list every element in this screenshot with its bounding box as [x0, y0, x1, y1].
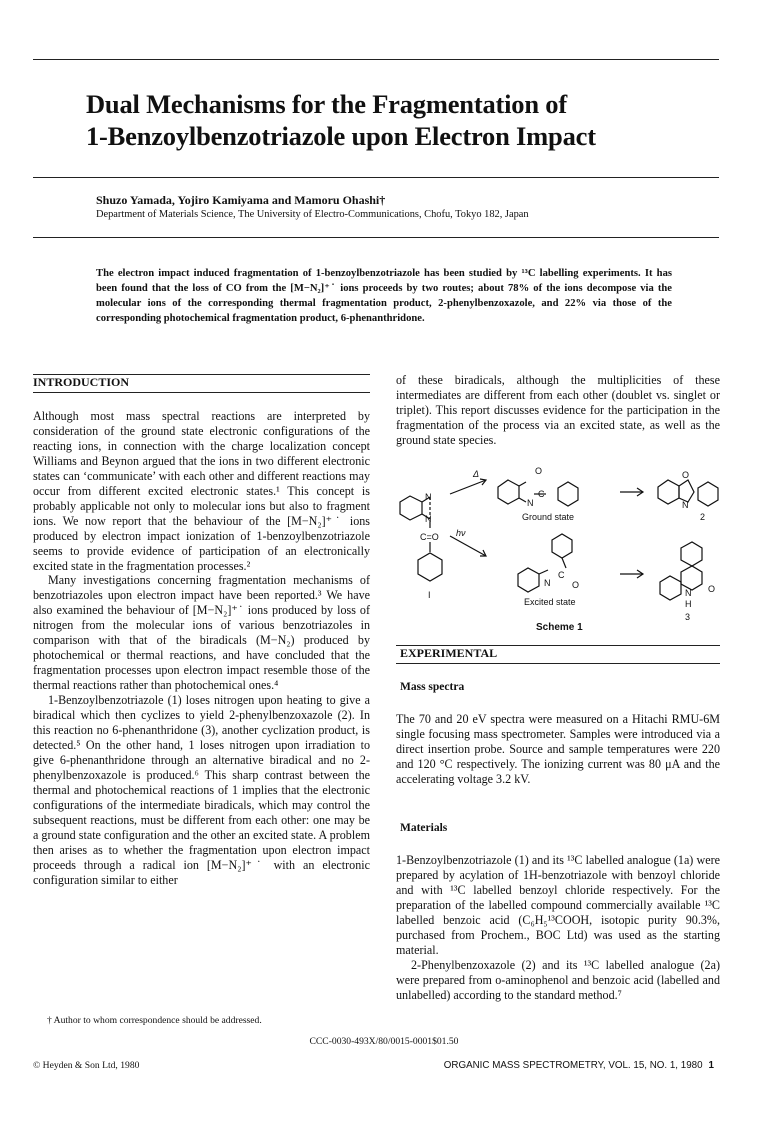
atom-c-ground: C [538, 489, 545, 499]
page-number: 1 [708, 1060, 714, 1071]
subsection-heading-mass-spectra: Mass spectra [400, 681, 465, 693]
atom-c-excited: C [558, 570, 565, 580]
atom-o-ground: O [535, 466, 543, 476]
photo-arrow [450, 536, 486, 556]
atom-o-excited: O [572, 580, 580, 590]
authors: Shuzo Yamada, Yojiro Kamiyama and Mamoru Ohashi† [96, 193, 386, 207]
atom-n-1: N [425, 492, 432, 502]
affiliation-rule [33, 237, 719, 238]
atom-n-2: N [425, 514, 432, 524]
atom-n-ground: N [527, 498, 534, 508]
compound-2-label: 2 [700, 512, 706, 522]
excited-state-label: Excited state [524, 597, 576, 607]
ground-state-label: Ground state [522, 512, 575, 522]
atom-h-product-3: H [685, 599, 692, 609]
title-line-2: 1-Benzoylbenzotriazole upon Electron Impact [86, 121, 596, 151]
benzoyl-phenyl-ring [418, 553, 442, 581]
atom-n-product-3: N [685, 588, 692, 598]
atom-o-product-2: O [682, 470, 690, 480]
scheme-1 [398, 464, 728, 639]
section-heading-introduction: INTRODUCTION [33, 375, 130, 389]
abstract: The electron impact induced fragmentation of 1-benzoylbenzotriazole has been studied by ¹³C labelling experiments. It has been found that the loss of CO from the [M−N₂]⁺˙ ions proceeds by two routes; about 78% of the ions decompose via the molecular ions of the corresponding thermal fragmentation product, 2-phenylbenzoxazole, and 22% via those of the corresponding photochemical fragmentation product, 6-phenanthridone. [96, 268, 672, 324]
mass-spectra-text [396, 712, 720, 787]
right-column-top [396, 373, 720, 448]
scheme-caption: Scheme 1 [536, 622, 583, 633]
intro-rule-bottom [33, 392, 370, 393]
atom-n-excited: N [544, 578, 551, 588]
experimental-rule-bottom [396, 663, 720, 664]
journal-name: ORGANIC MASS SPECTROMETRY, VOL. 15, NO. 1, 1980 [443, 1060, 703, 1071]
intro-paragraph-3: 1-Benzoylbenzotriazole (1) loses nitrogen upon heating to give a biradical which then cyclizes to yield 2-phenylbenzoxazole (2). In this reaction no 6-phenanthridone (3), another cyclization product, is detected.⁵ On the other hand, 1 loses nitrogen upon irradiation to give 6-phenanthridone through an alternative biradical and no 2-phenylbenzoxazole is produced.⁶ This sharp contrast between the thermal and photochemical reactions of 1 implies that the electronic configurations of the intermediate biradicals, which may control the subsequent reactions, must be different from each other: one may be a ground state configuration and the other an excited state. A problem then arises as to whether the fragmentation upon electron impact proceeds through a radical ion [M−N₂]⁺˙ with an electronic configuration similar to either [33, 693, 370, 887]
title-line-1: Dual Mechanisms for the Fragmentation of [86, 89, 567, 119]
title-rule [33, 177, 719, 178]
hv-label: hν [456, 528, 466, 538]
materials-paragraph-2: 2-Phenylbenzoxazole (2) and its ¹³C labelled analogue (2a) were prepared from o-aminophenol and benzoic acid (labelled and unlabelled) according to the standard method.⁷ [396, 957, 720, 1002]
delta-label: Δ [473, 469, 480, 479]
page-title [86, 88, 686, 152]
atom-n-product-2: N [682, 500, 689, 510]
intro-paragraph-1: Although most mass spectral reactions are interpreted by consideration of the ground state electronic configurations of the reacting ions, in connection with the charge localization concept Williams and Beynon argued that the ions in two different electronic states can ‘communicate’ with each other and different reactions may occur from different excited electronic states.¹ This concept is probably applicable not only to molecular ions but also to fragment ions. We now report that the behaviour of the [M−N₂]⁺˙ ions produced by electron impact ionization of 1-benzoylbenzotriazole seems to provide evidence of participation of an electronically excited state in the fragmentation processes.² [33, 409, 370, 573]
compound-1-label: I [428, 590, 431, 600]
carbonyl-label: C=O [420, 532, 439, 542]
left-column [33, 409, 370, 888]
materials-text [396, 853, 720, 1003]
ccc-code: CCC-0030-493X/80/0015-0001$01.50 [309, 1036, 459, 1047]
intro-continued: of these biradicals, although the multiplicities of these intermediates are different from each other (doublet vs. singlet or triplet). This report discusses evidence for the participation in the fragmentation of the process via an excited state, as well as the ground state species. [396, 373, 720, 447]
footnote: † Author to whom correspondence should be addressed. [47, 1015, 262, 1026]
atom-o-product-3: O [708, 584, 716, 594]
affiliation: Department of Materials Science, The University of Electro-Communications, Chofu, Tokyo 182, Japan [96, 209, 529, 220]
thermal-arrow [450, 480, 486, 494]
compound-3-label: 3 [685, 612, 691, 622]
section-heading-experimental: EXPERIMENTAL [400, 646, 498, 660]
materials-paragraph-1: 1-Benzoylbenzotriazole (1) and its ¹³C labelled analogue (1a) were prepared by acylation of 1H-benzotriazole with benzoyl chloride and with ¹³C labelled benzoyl chloride respectively. For the preparation of the labelled compound commercially available ¹³C labelled benzoic acid (C₆H₅¹³COOH, isotopic purity 90.3%, purchased from Prochem., BOC Ltd) was used as the starting material. [396, 853, 720, 957]
journal-footer [444, 1060, 714, 1071]
top-rule [33, 59, 719, 60]
subsection-heading-materials: Materials [400, 822, 448, 834]
mass-spectra-paragraph: The 70 and 20 eV spectra were measured on a Hitachi RMU-6M single focusing mass spectrometer. Samples were introduced via a direct insertion probe. Source and sample temperatures were 220 and 120 °C respectively. The ionizing current was 80 μA and the accelerating voltage 3.2 kV. [396, 712, 720, 786]
publisher-copyright: © Heyden & Son Ltd, 1980 [33, 1060, 140, 1071]
intro-paragraph-2: Many investigations concerning fragmentation mechanisms of benzotriazoles upon electron impact have been reported.³ We have also examined the behaviour of [M−N₂]⁺˙ ions produced by loss of nitrogen from the molecular ions of various benzotriazoles in comparison with that of the biradicals (M−N₂) produced by photochemical or thermal reactions, and have concluded that the fragmentation processes upon electron impact resemble those of the thermal reactions rather than photochemical ones.⁴ [33, 573, 370, 693]
